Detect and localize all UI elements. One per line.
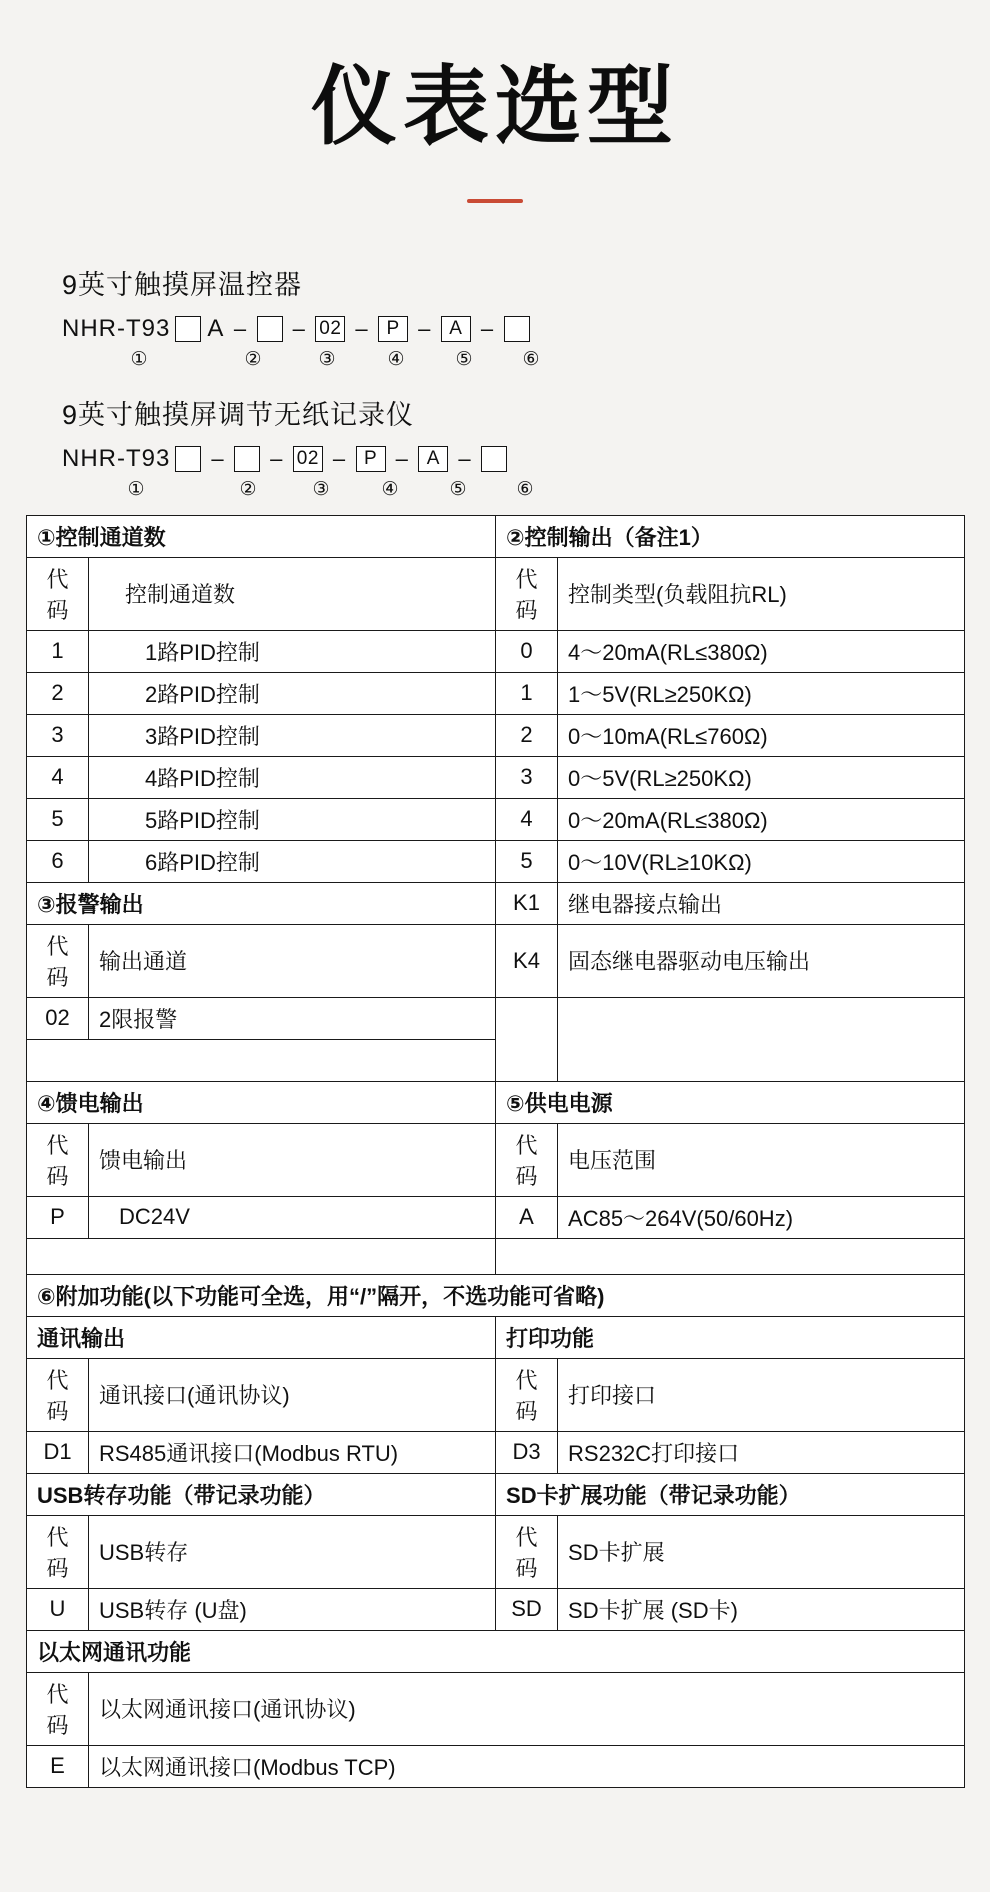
code-cell: 0 — [496, 630, 558, 672]
code-box-3[interactable]: 02 — [315, 316, 345, 342]
value-cell: 6路PID控制 — [89, 840, 496, 882]
spacer-cell — [496, 1238, 965, 1274]
table-row — [27, 672, 965, 714]
code-box-5[interactable]: A — [441, 316, 471, 342]
col-header-value: SD卡扩展 — [558, 1515, 965, 1588]
code-cell: A — [496, 1196, 558, 1238]
col-header-code-1: 代码 — [27, 557, 89, 630]
code-index-3: ③ — [318, 348, 336, 370]
value-cell: RS232C打印接口 — [558, 1431, 965, 1473]
table-row — [27, 840, 965, 882]
section-heading-3: ③报警输出 — [27, 882, 496, 924]
code-box-3[interactable]: 02 — [293, 446, 323, 472]
code-cell: D1 — [27, 1431, 89, 1473]
code-index-4: ④ — [381, 478, 399, 500]
code-index-3: ③ — [312, 478, 330, 500]
table-row — [27, 557, 965, 630]
code-index-row — [64, 348, 990, 371]
col-header-code-5: 代码 — [496, 1123, 558, 1196]
col-header-code: 代码 — [27, 1672, 89, 1745]
group-title-usb: USB转存功能（带记录功能） — [27, 1473, 496, 1515]
page-title: 仪表选型 — [311, 59, 679, 155]
code-dash-2: – — [292, 315, 306, 341]
code-dash-3: – — [332, 445, 346, 471]
table-row — [27, 1039, 965, 1081]
table-row — [27, 1630, 965, 1672]
value-cell: 4〜20mA(RL≤380Ω) — [558, 630, 965, 672]
code-cell: K4 — [496, 924, 558, 997]
table-row — [27, 1431, 965, 1473]
code-index-5: ⑤ — [455, 348, 473, 370]
table-row — [27, 515, 965, 557]
section-heading-4: ④馈电输出 — [27, 1081, 496, 1123]
table-row — [27, 1473, 965, 1515]
code-cell: E — [27, 1745, 89, 1787]
value-cell: 4路PID控制 — [89, 756, 496, 798]
value-cell: 0〜5V(RL≥250KΩ) — [558, 756, 965, 798]
code-box-4[interactable]: P — [378, 316, 408, 342]
section-heading-1: ①控制通道数 — [27, 515, 496, 557]
spec-table — [26, 515, 965, 1788]
col-header-value-1: 控制通道数 — [89, 557, 496, 630]
value-cell: 0〜10V(RL≥10KΩ) — [558, 840, 965, 882]
col-header-value-2: 控制类型(负载阻抗RL) — [558, 557, 965, 630]
code-index-5: ⑤ — [449, 478, 467, 500]
value-cell: SD卡扩展 (SD卡) — [558, 1588, 965, 1630]
code-box-2[interactable] — [234, 446, 260, 472]
code-dash-5: – — [480, 315, 494, 341]
value-cell: 继电器接点输出 — [558, 882, 965, 924]
table-row — [27, 714, 965, 756]
code-cell: 5 — [496, 840, 558, 882]
col-header-code-3: 代码 — [27, 924, 89, 997]
spacer-cell — [558, 1039, 965, 1081]
col-header-code-4: 代码 — [27, 1123, 89, 1196]
code-literal-a: A — [207, 314, 224, 342]
value-cell: USB转存 (U盘) — [89, 1588, 496, 1630]
code-index-6: ⑥ — [516, 478, 534, 500]
code-cell: D3 — [496, 1431, 558, 1473]
col-header-code: 代码 — [496, 1358, 558, 1431]
code-dash-1: – — [211, 445, 225, 471]
group-title-ethernet: 以太网通讯功能 — [27, 1630, 965, 1672]
col-header-value: 通讯接口(通讯协议) — [89, 1358, 496, 1431]
col-header-value: USB转存 — [89, 1515, 496, 1588]
code-cell: P — [27, 1196, 89, 1238]
code-index-2: ② — [244, 348, 262, 370]
model-prefix: NHR-T93 — [62, 314, 171, 342]
code-index-1: ① — [130, 348, 148, 370]
col-header-value-5: 电压范围 — [558, 1123, 965, 1196]
code-index-1: ① — [127, 478, 145, 500]
value-cell: 2限报警 — [89, 997, 496, 1039]
group-title-print: 打印功能 — [496, 1316, 965, 1358]
spacer-cell — [558, 997, 965, 1039]
col-header-value: 以太网通讯接口(通讯协议) — [89, 1672, 965, 1745]
code-box-6[interactable] — [504, 316, 530, 342]
table-row — [27, 882, 965, 924]
group-title-sd: SD卡扩展功能（带记录功能） — [496, 1473, 965, 1515]
code-cell: 1 — [27, 630, 89, 672]
code-cell: U — [27, 1588, 89, 1630]
spacer-cell — [27, 1039, 496, 1081]
model-block-t93-recorder — [62, 393, 990, 501]
value-cell: 3路PID控制 — [89, 714, 496, 756]
value-cell: 1〜5V(RL≥250KΩ) — [558, 672, 965, 714]
code-cell: 2 — [496, 714, 558, 756]
section-heading-6: ⑥附加功能(以下功能可全选，用“/”隔开，不选功能可省略) — [27, 1274, 965, 1316]
value-cell: 以太网通讯接口(Modbus TCP) — [89, 1745, 965, 1787]
group-title-comm: 通讯输出 — [27, 1316, 496, 1358]
code-box-4[interactable]: P — [356, 446, 386, 472]
model-code-row — [62, 442, 990, 476]
model-prefix: NHR-T93 — [62, 444, 171, 472]
value-cell: 0〜20mA(RL≤380Ω) — [558, 798, 965, 840]
value-cell: DC24V — [89, 1196, 496, 1238]
code-box-1[interactable] — [175, 446, 201, 472]
col-header-code: 代码 — [496, 1515, 558, 1588]
code-cell: 1 — [496, 672, 558, 714]
code-cell: SD — [496, 1588, 558, 1630]
section-heading-5: ⑤供电电源 — [496, 1081, 965, 1123]
code-index-row — [62, 478, 990, 501]
code-cell: 2 — [27, 672, 89, 714]
table-row — [27, 1123, 965, 1196]
col-header-code: 代码 — [27, 1515, 89, 1588]
code-box-2[interactable] — [257, 316, 283, 342]
table-row — [27, 924, 965, 997]
code-dash-1: – — [233, 315, 247, 341]
value-cell: 固态继电器驱动电压输出 — [558, 924, 965, 997]
code-box-1[interactable] — [175, 316, 201, 342]
code-box-6[interactable] — [481, 446, 507, 472]
code-dash-2: – — [270, 445, 283, 471]
col-header-code-2: 代码 — [496, 557, 558, 630]
model-name: 9英寸触摸屏温控器 — [62, 269, 303, 300]
value-cell: 5路PID控制 — [89, 798, 496, 840]
code-index-6: ⑥ — [522, 348, 540, 370]
table-row — [27, 1358, 965, 1431]
code-cell: 6 — [27, 840, 89, 882]
table-row — [27, 1588, 965, 1630]
code-dash-4: – — [418, 315, 431, 341]
value-cell: 0〜10mA(RL≤760Ω) — [558, 714, 965, 756]
code-index-4: ④ — [387, 348, 405, 370]
table-row — [27, 630, 965, 672]
spacer-cell — [496, 1039, 558, 1081]
table-row — [27, 1274, 965, 1316]
table-row — [27, 1672, 965, 1745]
table-row — [27, 1745, 965, 1787]
col-header-value: 打印接口 — [558, 1358, 965, 1431]
code-cell: 3 — [496, 756, 558, 798]
model-code-section — [0, 203, 990, 501]
code-cell: 3 — [27, 714, 89, 756]
table-row — [27, 997, 965, 1039]
table-row — [27, 798, 965, 840]
model-code-row — [62, 312, 990, 346]
model-name: 9英寸触摸屏调节无纸记录仪 — [62, 399, 415, 430]
spacer-cell — [496, 997, 558, 1039]
code-cell: K1 — [496, 882, 558, 924]
code-dash-5: – — [458, 445, 472, 471]
code-cell: 4 — [496, 798, 558, 840]
table-row — [27, 1316, 965, 1358]
table-row — [27, 1196, 965, 1238]
col-header-value-3: 输出通道 — [89, 924, 496, 997]
section-heading-2: ②控制输出（备注1） — [496, 515, 965, 557]
code-box-5[interactable]: A — [418, 446, 448, 472]
table-row — [27, 1238, 965, 1274]
value-cell: 1路PID控制 — [89, 630, 496, 672]
col-header-code: 代码 — [27, 1358, 89, 1431]
model-block-t93a — [62, 263, 990, 371]
code-cell: 4 — [27, 756, 89, 798]
code-dash-3: – — [355, 315, 369, 341]
value-cell: AC85〜264V(50/60Hz) — [558, 1196, 965, 1238]
table-row — [27, 756, 965, 798]
table-row — [27, 1515, 965, 1588]
code-cell: 5 — [27, 798, 89, 840]
spacer-cell — [27, 1238, 496, 1274]
value-cell: 2路PID控制 — [89, 672, 496, 714]
value-cell: RS485通讯接口(Modbus RTU) — [89, 1431, 496, 1473]
col-header-value-4: 馈电输出 — [89, 1123, 496, 1196]
code-dash-4: – — [395, 445, 409, 471]
table-row — [27, 1081, 965, 1123]
code-index-2: ② — [239, 478, 257, 500]
code-cell: 02 — [27, 997, 89, 1039]
spec-table-wrap — [26, 515, 964, 1788]
